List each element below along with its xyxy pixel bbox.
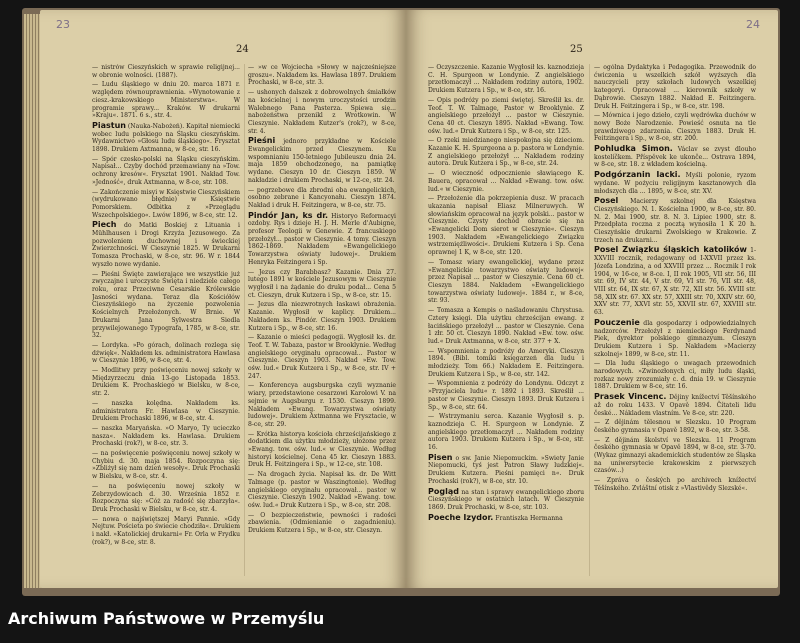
bibliography-entry: — nowa o najświętszej Maryi Pannie. »Gdy Nejtuw. Pościeta po świecie chodziła«. Drukiem i nakł. »Katolickiej drukarni« Fr. Orla w Frydku (rok?), w 8-ce, str. 8. (92, 515, 240, 546)
entry-text: Wstrzymaniu serca. Kazanie Wygłosił s. p. kaznodzieja C. H. Spurgeon w Londynie. Z angielskiego przetłomaczył ... Nakładem rodziny autora 1903. Drukiem Kutzera i Sp., w 8-ce, str. 16. (428, 413, 584, 452)
right-page (406, 10, 778, 588)
bibliography-entry: — Z dějinám tělesnou w Slezsku. 10 Program českého gymnasia v Opavě 1892, w 8-ce, str. 3-58. (594, 419, 756, 434)
entry-heading: Pohludka Simon. (594, 144, 673, 154)
entry-text: Václav se zvyst dlouho kostelíčkem. Příspěvek ke ukonče... Ostrava 1894, w 8-ce, str. 18. z wkładem kościelną. (594, 146, 756, 169)
bibliography-entry: — Dla ludu śląskiego o uwagach przewodnich narodowych. »Zwinozłonych ci, miły ludu śląski, rozkaz nowy zrozumiały c. d. dnia 19. w Cieszynie 1887. Drukiem w 8-ce, str. 16. (594, 360, 756, 391)
entry-heading: Posel Związku śląskich katolików (594, 245, 747, 255)
bibliography-entry: — Wstrzymaniu serca. Kazanie Wygłosił s. p. kaznodzieja C. H. Spurgeon w Londynie. Z angielskiego przetłomaczył ... Nakładem rodziny autora 1903. Drukiem Kutzera i Sp., w 8-ce, str. 16. (428, 413, 584, 452)
bibliography-entry: — Zpráva o českých po archivech knížectví Těšínského. Zvláštní otisk z »Vlastivědy Slezské«. (594, 477, 756, 492)
entry-text: Tomasz wiary ewangelickiej, wydane przez »Ewangelickie towarzystwo oświaty ludowej« przez Napisał ... pastor w Cieszynie. Cena 60 ct. Cieszyn 1884. Nakładem »Ewangelickiego towarzystwa oświaty ludowej«. 1884 r., w 8-ce, str. 93. (428, 258, 584, 305)
left-page (40, 10, 406, 588)
archive-name: Archiwum Państwowe w Przemyślu (8, 609, 325, 628)
entry-text: Lordyka. »Po górach, dolinach rozlega się dźwięk«. Nakładem ks. administratora Hawlasa w Cieszynie 1896, w 8-ce, str. 4. (92, 341, 240, 365)
bibliography-entry: — nistrów Cieszyńskich w sprawie religijnej... w obronie wolności. (1887). (92, 64, 240, 79)
bibliography-entry: — Konferencya augsburgska czyli wyznanie wiary, przedstawione cesarzowi Karolowi V. na sejmie w Augsburgu r. 1530. Cieszyn 1899. Nakładem »Ewang. Towarzystwa oświaty ludowej«. Drukiem Axtmanna we Frysztacie, w 8-ce, str. 29. (248, 382, 396, 428)
bibliography-entry (248, 137, 396, 184)
entry-text: Pieśni Święte zawierające we wszystkie już zwyczajne i uroczyste Święta i niedziele całego roku, oraz Przeciwne Cesarskie Królewskie Jasności wydana. Teraz dla Kościółów Cieszyńskiego na życzenie pozwolenia Kościelnych Przełożonych. W Brnie. W Drukarni Jana Sylwestra Siedla przywilejowanego Typografa, 1785, w 8-ce, str. 32. (92, 270, 240, 340)
archive-footer (0, 596, 800, 643)
entry-text: Spór czesko-polski na Śląsku cieszyńskim. Napisał... Czyby dochód przemawiany na »Tow. ochrony kresów«. Frysztat 1901. Nakład Tow. »Jedność«, druk Axtmanna, w 8-ce, str. 108. (92, 155, 240, 186)
bibliography-entry: — Lordyka. »Po górach, dolinach rozlega się dźwięk«. Nakładem ks. administratora Hawlasa w Cieszynie 1896, w 8-ce, str. 4. (92, 341, 240, 365)
entry-text: O rzeki miedzianego niespokojna się dzieciom. Kazanie K. H. Spurgeona a p. pastora w Londynie. Z angielskiego przełożył ... Nakładem rodziny autora. Druk Kutzera i Sp., w 8-ce, str. 24. (428, 137, 584, 168)
entry-heading: Prasek Vincenc. (594, 392, 667, 402)
entry-text: Wspomnienia z podróży do Ameryki. Cieszyn 1894. (Bibl. tomiki księgarzeń dla ludu i młodzieży. Tom 66.) Nakładem E. Feitzingera. Drukiem Kutzera i Sp., w 8-ce, str. 142. (428, 347, 584, 378)
bibliography-entry: — pogrzebowe dla zbrodni oba ewangelickich, osobno zebrane i Kancyonału. Cieszyn 1874. Nakład i druk H. Feitzingera, w 8-ce, str. 75. (248, 186, 396, 209)
entry-text: Jezus czy Barabbasz? Kazanie. Dnia 27. lutego 1891 w kościele Jezusowym w Cieszynie wygłosił i na żądanie do druku podał... Cena 5 ct. Cieszyn, druk Kutzera i Sp., w 8-ce, str. 15. (248, 268, 396, 299)
bibliography-entry: — Wspomnienia z podróży do Londynu. Odczyt z »Przyjaciela ludu« r. 1892 i 1893. Skreślił ... pastor w Cieszynie. Cieszyn 1893. Druk Kutzera i Sp., w 8-ce, str. 64. (428, 380, 584, 411)
entry-text: Myśli polonie, ryzom wydane. W pożyciu religijnym kasztanowych dla młodszych dla ... 1895, w 8-ce, str. XV. (594, 172, 756, 195)
entry-heading: Pogląd (428, 486, 459, 496)
entry-heading: Pindór Jan, ks dr. (248, 210, 329, 220)
entry-text: (Nauka-Nabożeń). Kapitał niemiecki wobec ludu polskiego na Śląsku cieszyńskim. Wydawnictwo »Głosu ludu śląskiego«. Frysztat 1898. Drukiem Axtmanna, w 8-ce, str. 16. (92, 122, 240, 154)
bibliography-entry: — Mównica i jego dzieło, czyli wędrówka duchów w nowy Boże Narodzenie. Powieść osnuta na tle prawdziwego zdarzenia. Cieszyn 1883. Druk H. Feitzingera i Sp., w 8-ce, str. 200. (594, 112, 756, 143)
entry-text: Zakończenie misyi w Księstwie Cieszyńskiem (wydrukowano błędnie) w Księstwie Pomorskiem. Odbitka z »Przeglądu Wszechpolskiego«. Lwów 1896, w 8-ce, str. 12. (92, 188, 240, 219)
bibliography-entry (92, 122, 240, 154)
entry-text: jednoro przykładne w Kościele Ewangelickim przed Cieszynem. Ku wspomnianiu 150-letniego Jubileuszu dnia 24. maja 1859 obchodzonego, na pamiątkę wydane. Cieszyn 10 dr. Cieszyn 1859. W nakładzie i drukiem Prochaski, w 12-ce, str. 24. (248, 138, 396, 184)
entry-heading: Poeche Izydor. (428, 512, 494, 522)
bibliography-entry: — Przełożenie dla pokrzepienia dusz. W pracach ukazania napisał Eliasz Milneruwych. W słowiańskim opracował na język polski... pastor w Cieszynie. Czysty dochód obracie się na »Ewangelicki Dom sierot w Cieszynie«. Cieszyn 1903. Nakładem »Ewangelickiego Związku wstrzemięźliwości«. Drukiem Kutzera i Sp. Cena oprawnej 1 K, w 8-ce, str. 120. (428, 195, 584, 257)
bibliography-entry: — na poświęceniu nowej szkoły w Zebrzydowicach d. 30. Września 1852 r. Rozpoczyna się: »Cóż za radość się zbarzyła«. Druk Prochaski w Bielsku, w 8-ce, str. 4. (92, 482, 240, 513)
entry-heading: Pieśni (248, 136, 276, 146)
left-column-2 (248, 64, 396, 582)
bibliography-entry: — naszka Maryańska. »O Maryo, Ty ucieczko nasza«. Nakładem ks. Hawlasa. Drukiem Prochaski (rok?), w 8-ce, str. 3. (92, 424, 240, 448)
bibliography-entry (428, 454, 584, 486)
entry-heading: Piastun (92, 120, 126, 130)
entry-text: Dla ludu śląskiego o uwagach przewodnich narodowych. »Zwinozłonych ci, miły ludu śląski, rozkaz nowy zrozumiały c. d. dnia 19. w Cieszynie 1887. Drukiem w 8-ce, str. 16. (594, 360, 756, 391)
bibliography-entry (594, 246, 756, 316)
bibliography-entry: — O bezpieczeństwie, pewności i radości zbawienia. (Odmienianie o zagadnieniu). Drukiem Kutzera i Sp., w 8-ce, str. Cieszyn. (248, 511, 396, 535)
entry-text: Na drogach życia. Napisał ks. dr. De Witt Talmage (p. pastor w Waszingtonie). Według angielskiego oryginału opracował... pastor w Cieszynie. Cieszyn 1902. Nakład »Ewang. tow. ośw. lud.« Druk Kutzera i Sp., w 8-ce, str. 208. (248, 471, 396, 509)
bibliography-entry: — Oczyszczenie. Kazanie Wygłosił ks. kaznodzieja C. H. Spurgeon w Londynie. Z angielskiego przetłomaczył ... Nakładem rodziny autora, 1902. Drukiem Kutzera i Sp., w 8-ce, str. 16. (428, 64, 584, 95)
bibliography-entry (594, 171, 756, 195)
entry-text: nowa o najświętszej Maryi Pannie. »Gdy Nejtuw. Pościeta po świecie chodziła«. Drukiem i nakł. »Katolickiej drukarni« Fr. Orla w Frydku (rok?), w 8-ce, str. 8. (92, 515, 240, 546)
bibliography-entry: — Na drogach życia. Napisał ks. dr. De Witt Talmage (p. pastor w Waszingtonie). Według angielskiego oryginału opracował... pastor w Cieszynie. Cieszyn 1902. Nakład »Ewang. tow. ośw. lud.« Druk Kutzera i Sp., w 8-ce, str. 208. (248, 471, 396, 509)
bibliography-entry: — Spór czesko-polski na Śląsku cieszyńskim. Napisał... Czyby dochód przemawiany na »Tow. ochrony kresów«. Frysztat 1901. Nakład Tow. »Jedność«, druk Axtmanna, w 8-ce, str. 108. (92, 155, 240, 186)
bibliography-entry: — Pieśni Święte zawierające we wszystkie już zwyczajne i uroczyste Święta i niedziele całego roku, oraz Przeciwne Cesarskie Królewskie Jasności wydana. Teraz dla Kościółów Cieszyńskiego na życzenie pozwolenia Kościelnych Przełożonych. W Brnie. W Drukarni Jana Sylwestra Siedla przywilejowanego Typografa, 1785, w 8-ce, str. 32. (92, 270, 240, 340)
handwritten-page-number-left: 23 (56, 18, 70, 31)
entry-text: Historyo Reformacyi ozdoby. Rys i dzieje H. J. H. Merle d'Aubigne, profesor Teologii w Genewie. Z francuskiego przełożył... pastor w Cieszynie. 4 tomy. Cieszyn 1862-1869. Nakładem »Ewangelickiego Towarzystwa oświaty ludowej«. Drukiem Henryka Feitzingera i Sp. (248, 212, 396, 266)
entry-text: Przełożenie dla pokrzepienia dusz. W pracach ukazania napisał Eliasz Milneruwych. W słowiańskim opracował na język polski... pastor w Cieszynie. Czysty dochód obracie się na »Ewangelicki Dom sierot w Cieszynie«. Cieszyn 1903. Nakładem »Ewangelickiego Związku wstrzemięźliwości«. Drukiem Kutzera i Sp. Cena oprawnej 1 K, w 8-ce, str. 120. (428, 195, 584, 257)
right-column-1 (428, 64, 584, 582)
bibliography-entry: — »w ce Wojciecha »Słowy w najcześniejsze groszu«. Nakładem ks. Hawlasa 1897. Drukiem Prochaski, w 8-ce, str. 3. (248, 64, 396, 87)
bibliography-entry: — Ludu śląskiego w dniu 20. marca 1871 r. względem równouprawnienia. »Wynotowanie z ciesz.-krakowskiego Ministerstwa«. W programie sprawy... Kraków. W drukarni »Kraju«. 1871. 6 s., str. 4. (92, 81, 240, 120)
bibliography-entry: — Opis podróży po ziemi świętej. Skreślił ks. dr. Teof. T. W. Talmage, Pastor w Brooklynie. Z angielskiego przełożył ... pastor w Cieszynie. Cena 40 ct. Cieszyn 1895. Nakład »Ewang. Tow. ośw. lud.« Druk Kutzera i Sp., w 8-ce, str. 125. (428, 96, 584, 135)
entry-text: Oczyszczenie. Kazanie Wygłosił ks. kaznodzieja C. H. Spurgeon w Londynie. Z angielskiego przetłomaczył ... Nakładem rodziny autora, 1902. Drukiem Kutzera i Sp., w 8-ce, str. 16. (428, 64, 584, 95)
entry-text: naszka Maryańska. »O Maryo, Ty ucieczko nasza«. Nakładem ks. Hawlasa. Drukiem Prochaski (rok?), w 8-ce, str. 3. (92, 424, 240, 448)
entry-heading: Podgórzanin Iacki. (594, 170, 681, 180)
entry-text: na poświęcenie poświęceniu nowej szkoły w Chybiu d. 30. maja 1854. Rozpoczyna się: »Zbliżył się nam dzień wesoły«. Druk Prochaski w Bielsku, w 8-ce, str. 4. (92, 450, 240, 481)
bibliography-entry (248, 212, 396, 267)
entry-text: O bezpieczeństwie, pewności i radości zbawienia. (Odmienianie o zagadnieniu). Drukiem Kutzera i Sp., w 8-ce, str. Cieszyn. (248, 511, 396, 535)
page-number-left: 24 (236, 44, 249, 55)
bibliography-entry: — na poświęcenie poświęceniu nowej szkoły w Chybiu d. 30. maja 1854. Rozpoczyna się: »Zbliżył się nam dzień wesoły«. Druk Prochaski w Bielsku, w 8-ce, str. 4. (92, 450, 240, 481)
entry-text: dla gospodarzy i odpowiedzialnych nadzorców. Przełożył z niemieckiego Ferdynand Piek, dyrektor polskiego gimnazyum. Cieszyn Drukiem Kutzera i Sp. Nakładem »Macierzy szkolnej« 1899, w 8-ce, str. 11. (594, 319, 756, 358)
bibliography-entry: — Jezus dla niezwrotnych łaskawi obrażenia. Kazanie. Wygłosił w kaplicy. Drukiem... Nakładem ks. Pindór. Cieszyn 1903. Drukiem Kutzera i Sp., w 8-ce, str. 16. (248, 301, 396, 332)
entry-text: ogólna Dydaktyka i Pedagogika. Przewodnik do ćwiczenia u wszelkich szkół wyższych dla nauczycieli przy szkołach ludowych wszelkiej kategoryi. Opracował ... kierownik szkoły w Dąbrowie. Cieszyn 1882. Nakład E. Feitzingera. Druk H. Feitzingera i Sp., w 8-ce, str. 198. (594, 64, 756, 110)
entry-text: Zpráva o českých po archivech knížectví Těšínského. Zvláštní otisk z »Vlastivědy Slezské«. (594, 477, 756, 492)
bibliography-entry: — Kazanie o mieści pedagogii. Wygłosił ks. dr. Teof. T. W. Tabaza, pastor w Brooklynie. Według angielskiego oryginału opracował... Pastor w Cieszynie. Cieszyn 1903. Nakład »Ew. Tow. ośw. lud.« Druk Kutzera i Sp., w 8-ce, str. IV + 247. (248, 334, 396, 380)
entry-text: Dějiny knížectví Těšínského až do roku 1433. V Opavě 1894. Čítateli lidu české... Nákladem vlastním. Ve 8-ce, str. 220. (594, 394, 756, 417)
entry-text: Wspomnienia z podróży do Londynu. Odczyt z »Przyjaciela ludu« r. 1892 i 1893. Skreślił ... pastor w Cieszynie. Cieszyn 1893. Druk Kutzera i Sp., w 8-ce, str. 64. (428, 380, 584, 411)
page-number-right: 25 (570, 44, 583, 55)
bibliography-entry: — ushonych dalszek z dobrowolnych śmiałków na kościelnej i nowym uroczystości urodzin Walebnego Pana Pasterza. Spiewa się... nabożeństwa przenikl z Wrotkowin. W Cieszynie. Nakładem Kutzer's (rok?), w 8-ce, str. 4. (248, 89, 396, 135)
entry-text: Modlitwy przy poświęceniu nowej szkoły w Międzyrzeczu dnia 13-go Listopada 1853. Drukiem K. Prochaskiego w Bielsku, w 8-ce, str. 2. (92, 367, 240, 398)
entry-text: Z dějinám tělesnou w Slezsku. 10 Program českého gymnasia v Opavě 1892, w 8-ce, str. 3-58. (594, 419, 756, 434)
bibliography-entry (428, 488, 584, 512)
entry-heading: Piech (92, 220, 117, 230)
entry-text: Macierzy szkolnej dla Księstwa Cieszyńskiego. N. 1. Kościelna 1900, w 8-ce, str. 80. N. 2. Mai 1900, str. 8. N. 3. Lipiec 1900, str. 8. Przedpłata roczna z pocztą wynosiła 1 K 20 h. Cieszyńskie drukarni Zwolskiego w Krakowie. Z trzech na drukarni... (594, 198, 756, 244)
entry-text: na poświęceniu nowej szkoły w Zebrzydowicach d. 30. Września 1852 r. Rozpoczyna się: »Cóż za radość się zbarzyła«. Druk Prochaski w Bielsku, w 8-ce, str. 4. (92, 482, 240, 513)
entry-text: naszka kolędna. Nakładem ks. administratora Fr. Hawlasa w Cieszynie. Drukiem Prochaski 1896, w 8-ce, str. 4. (92, 399, 240, 423)
entry-text: Ludu śląskiego w dniu 20. marca 1871 r. względem równouprawnienia. »Wynotowanie z ciesz.-krakowskiego Ministerstwa«. W programie sprawy... Kraków. W drukarni »Kraju«. 1871. 6 s., str. 4. (92, 81, 240, 120)
entry-text: Opis podróży po ziemi świętej. Skreślił ks. dr. Teof. T. W. Talmage, Pastor w Brooklynie. Z angielskiego przełożył ... pastor w Cieszynie. Cena 40 ct. Cieszyn 1895. Nakład »Ewang. Tow. ośw. lud.« Druk Kutzera i Sp., w 8-ce, str. 125. (428, 96, 584, 135)
bibliography-entry: — Zakończenie misyi w Księstwie Cieszyńskiem (wydrukowano błędnie) w Księstwie Pomorskiem. Odbitka z »Przeglądu Wszechpolskiego«. Lwów 1896, w 8-ce, str. 12. (92, 188, 240, 219)
entry-text: Z dějinám školství ve Slezsku. 11 Program českého gymnasia w Opavě 1894, w 8-ce, str. 3-70. (Wykaz gimnazyi akademickich studentów ze Śląska na uniwersytecie krakowskim z pierwszych czasów...) (594, 436, 756, 475)
entry-text: O wieczność odpocznienie sławiącego K. Bauera, opracował ... Nakład »Ewang. tow. ośw. lud.« w Cieszynie. (428, 170, 584, 193)
entry-text: do Matki Boskiej z Lituania i Mühlhausen i Drogi Krzyża Jezusowego. Za pozwoleniem duchownej i świeckiej Zwierzchności. W Cieszynie 1825. W Drukarni Tomasza Prochaski, w 8-ce, str. 96. W r. 1844 wyszło nowe wydanie. (92, 222, 240, 268)
bibliography-entry (594, 393, 756, 417)
bibliography-entry: — naszka kolędna. Nakładem ks. administratora Fr. Hawlasa w Cieszynie. Drukiem Prochaski 1896, w 8-ce, str. 4. (92, 399, 240, 423)
entry-text: ushonych dalszek z dobrowolnych śmiałków na kościelnej i nowym uroczystości urodzin Walebnego Pana Pasterza. Spiewa się... nabożeństwa przenikl z Wrotkowin. W Cieszynie. Nakładem Kutzer's (rok?), w 8-ce, str. 4. (248, 89, 396, 135)
entry-text: nistrów Cieszyńskich w sprawie religijnej... w obronie wolności. (1887). (92, 64, 240, 79)
entry-text: »w ce Wojciecha »Słowy w najcześniejsze groszu«. Nakładem ks. Hawlasa 1897. Drukiem Prochaski, w 8-ce, str. 3. (248, 64, 396, 87)
entry-text: Jezus dla niezwrotnych łaskawi obrażenia. Kazanie. Wygłosił w kaplicy. Drukiem... Nakładem ks. Pindór. Cieszyn 1903. Drukiem Kutzera i Sp., w 8-ce, str. 16. (248, 301, 396, 332)
left-column-1 (92, 64, 240, 582)
bibliography-entry: — O wieczność odpocznienie sławiącego K. Bauera, opracował ... Nakład »Ewang. tow. ośw. lud.« w Cieszynie. (428, 170, 584, 193)
bibliography-entry: — Wspomnienia z podróży do Ameryki. Cieszyn 1894. (Bibl. tomiki księgarzeń dla ludu i młodzieży. Tom 66.) Nakładem E. Feitzingera. Drukiem Kutzera i Sp., w 8-ce, str. 142. (428, 347, 584, 378)
bibliography-entry (594, 319, 756, 359)
entry-heading: Posel (594, 196, 619, 206)
bibliography-entry: — Tomasza a Kempis o naśladowaniu Chrystusa. Cztery księgi. Dla użytku chrześcijan ewang. z łacińskiego przełożył ... pastor w Cieszynie. Cena 1 złr. 50 ct. Cieszyn 1890. Nakład »Ew. tow. ośw. lud.« Druk Axtmanna, w 8-ce, str. 377 + X. (428, 307, 584, 345)
bibliography-entry: — Z dějinám školství ve Slezsku. 11 Program českého gymnasia w Opavě 1894, w 8-ce, str. 3-70. (Wykaz gimnazyi akademickich studentów ze Śląska na uniwersytecie krakowskim z pierwszych czasów...) (594, 436, 756, 475)
bibliography-entry: — ogólna Dydaktyka i Pedagogika. Przewodnik do ćwiczenia u wszelkich szkół wyższych dla nauczycieli przy szkołach ludowych wszelkiej kategoryi. Opracował ... kierownik szkoły w Dąbrowie. Cieszyn 1882. Nakład E. Feitzingera. Druk H. Feitzingera i Sp., w 8-ce, str. 198. (594, 64, 756, 110)
entry-heading: Pouczenie (594, 317, 640, 327)
entry-text: Tomasza a Kempis o naśladowaniu Chrystusa. Cztery księgi. Dla użytku chrześcijan ewang. z łacińskiego przełożył ... pastor w Cieszynie. Cena 1 złr. 50 ct. Cieszyn 1890. Nakład »Ew. tow. ośw. lud.« Druk Axtmanna, w 8-ce, str. 377 + X. (428, 307, 584, 345)
column-divider (589, 64, 590, 576)
bibliography-entry (428, 514, 584, 523)
entry-text: Mównica i jego dzieło, czyli wędrówka duchów w nowy Boże Narodzenie. Powieść osnuta na tle prawdziwego zdarzenia. Cieszyn 1883. Druk H. Feitzingera i Sp., w 8-ce, str. 200. (594, 112, 756, 143)
entry-text: Krótka historya kościoła chrześcijańskiego z dodatkiem dla użytku młodzieży, ułożone przez »Ewang. tow. ośw. lud.« w Cieszynie. Według historyi kościelnej. Cena 45 kr. Cieszyn 1883. Druk H. Feitzingera i Sp., w 12-ce, str. 108. (248, 430, 396, 469)
entry-text: Konferencya augsburgska czyli wyznanie wiary, przedstawione cesarzowi Karolowi V. na sejmie w Augsburgu r. 1530. Cieszyn 1899. Nakładem »Ewang. Towarzystwa oświaty ludowej«. Drukiem Axtmanna we Frysztacie, w 8-ce, str. 29. (248, 382, 396, 428)
entry-text: na stan i sprawy ewangelickiego zboru Cieszyńskiego w ostatnich latach. W Cieszynie 1869. Druk Prochaski, w 8-ce, str. 103. (428, 488, 584, 511)
bibliography-entry: — Krótka historya kościoła chrześcijańskiego z dodatkiem dla użytku młodzieży, ułożone przez »Ewang. tow. ośw. lud.« w Cieszynie. Według historyi kościelnej. Cena 45 kr. Cieszyn 1883. Druk H. Feitzingera i Sp., w 12-ce, str. 108. (248, 430, 396, 469)
bibliography-entry: — Tomasz wiary ewangelickiej, wydane przez »Ewangelickie towarzystwo oświaty ludowej« przez Napisał ... pastor w Cieszynie. Cena 60 ct. Cieszyn 1884. Nakładem »Ewangelickiego towarzystwa oświaty ludowej«. 1884 r., w 8-ce, str. 93. (428, 258, 584, 305)
entry-text: Frantiszka Hermanna (495, 514, 563, 522)
bibliography-entry: — Modlitwy przy poświęceniu nowej szkoły w Międzyrzeczu dnia 13-go Listopada 1853. Drukiem K. Prochaskiego w Bielsku, w 8-ce, str. 2. (92, 367, 240, 398)
entry-text: pogrzebowe dla zbrodni oba ewangelickich, osobno zebrane i Kancyonału. Cieszyn 1874. Nakład i druk H. Feitzingera, w 8-ce, str. 75. (248, 186, 396, 209)
entry-text: 1-XXVIII rocznik, redagowany od I-XXVII przez ks. Józefa Londzina, a od XXVIII przez ... Rocznik I rok 1904, w 16-ce, w 8-ce. I, II rok 1905, VII str. 56, III str. 69, IV str. 44, V str. 69, VI str. 76, VII str. 48, VIII str. 64, IX str. 67, X str. 72, XII str. 56. XVIII str. 58, XIX str. 67. XX str. 57, XXIII str. 70, XXIV str. 60, XXV str. 77, XXVI str. 55, XXVII str. 67, XXVIII str. 63. (594, 247, 756, 317)
column-divider (244, 64, 245, 576)
bibliography-entry (594, 145, 756, 169)
bibliography-entry (594, 197, 756, 244)
entry-text: Kazanie o mieści pedagogii. Wygłosił ks. dr. Teof. T. W. Tabaza, pastor w Brooklynie. Według angielskiego oryginału opracował... Pastor w Cieszynie. Cieszyn 1903. Nakład »Ew. Tow. ośw. lud.« Druk Kutzera i Sp., w 8-ce, str. IV + 247. (248, 334, 396, 380)
bibliography-entry: — O rzeki miedzianego niespokojna się dzieciom. Kazanie K. H. Spurgeona a p. pastora w Londynie. Z angielskiego przełożył ... Nakładem rodziny autora. Druk Kutzera i Sp., w 8-ce, str. 24. (428, 137, 584, 168)
entry-text: o sw. Janie Niepomuckim. »Swiety Janie Niepomucki, tyś jest Patron Sławy ludzkiej«. Drukiem Kutzera. Pieśni pamięci n«. Druk Prochaski (rok?), w 8-ce, str. 10. (428, 454, 584, 485)
bibliography-entry (92, 221, 240, 268)
entry-heading: Pisen (428, 452, 453, 462)
bibliography-entry: — Jezus czy Barabbasz? Kazanie. Dnia 27. lutego 1891 w kościele Jezusowym w Cieszynie wygłosił i na żądanie do druku podał... Cena 5 ct. Cieszyn, druk Kutzera i Sp., w 8-ce, str. 15. (248, 268, 396, 299)
right-column-2 (594, 64, 756, 582)
handwritten-page-number-right: 24 (746, 18, 760, 31)
